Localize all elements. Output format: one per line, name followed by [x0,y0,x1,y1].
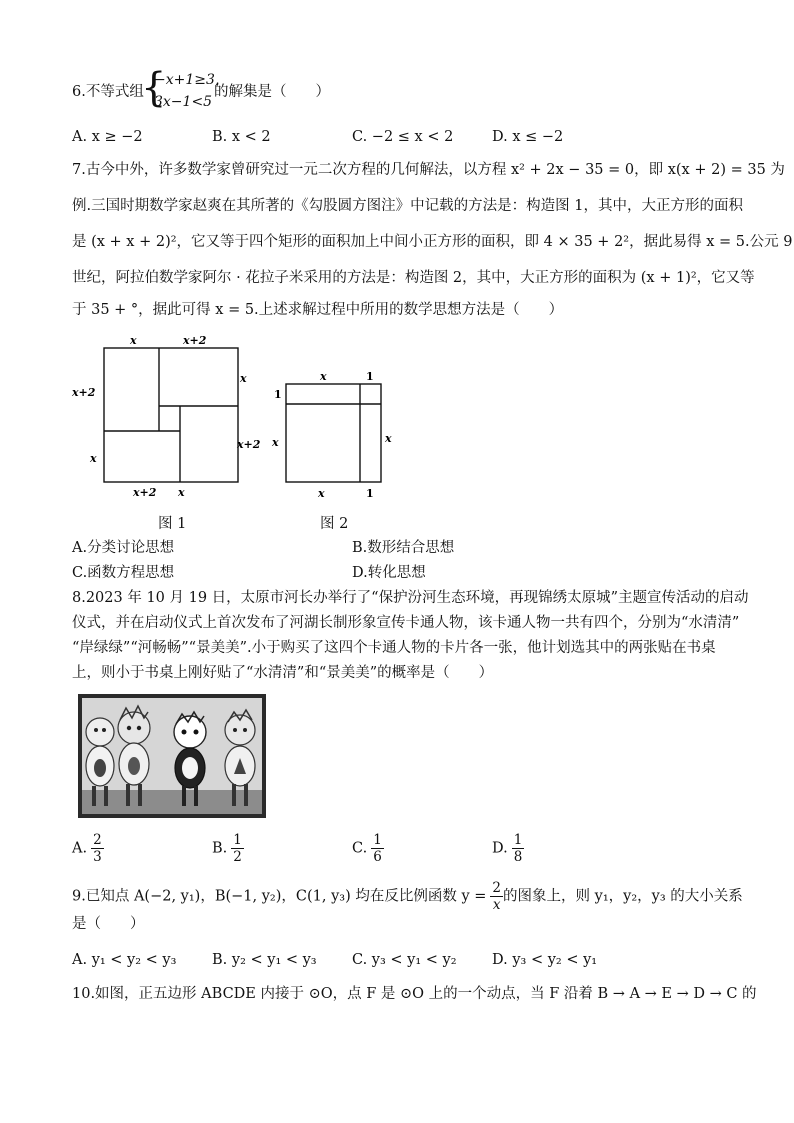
q9-option-d: D. y₃ < y₂ < y₁ [492,952,598,968]
fig2-label-left-1: 1 [274,388,282,401]
fig1-label-right-x: x [240,372,247,385]
q8-option-d: D. $\frac{1}{8}$ [492,832,523,865]
fig2-label-bottom-1: 1 [366,487,374,500]
q6-option-c: C. −2 ≤ x < 2 [352,129,454,145]
q7-option-d: D.转化思想 [352,565,426,581]
fig2-label-top-1: 1 [366,370,374,383]
q6-option-b: B. x < 2 [212,129,271,145]
q7-option-a: A.分类讨论思想 [72,540,175,556]
q6-stem [72,82,144,102]
q8-line-3: “岸绿绿”“河畅畅”“景美美”.小于购买了这四个卡通人物的卡片各一张，他计划选其中的两张贴在书桌 [72,640,716,656]
q7-option-c: C.函数方程思想 [72,565,175,581]
q9-line-2: 是（ ） [72,916,145,932]
q8-option-a-fraction: $\frac{2}{3}$ [93,832,102,865]
q7-line-3: 是 (x + x + 2)²，它又等于四个矩形的面积加上中间小正方形的面积，即 4 × 35 + 2²，据此易得 x = 5.公元 9 [72,234,793,250]
fig1-label-bottom-x: x [178,486,185,499]
q8-option-a: A. $\frac{2}{3}$ [72,832,102,865]
figure-2-caption: 图 2 [320,516,349,532]
fig2-label-bottom-x: x [318,487,325,500]
q6-prefix: 6.不等式组 [72,84,144,100]
q6-option-d: D. x ≤ −2 [492,129,564,145]
q7-line-4: 世纪，阿拉伯数学家阿尔 · 花拉子米采用的方法是：构造图 2，其中，大正方形的面积为 (x + 1)²，它又等 [72,270,755,286]
q7-option-b: B.数形结合思想 [352,540,455,556]
q8-option-c: C. $\frac{1}{6}$ [352,832,382,865]
fig2-label-top-x: x [320,370,327,383]
q9-option-a: A. y₁ < y₂ < y₃ [72,952,177,968]
fig1-label-bottom-x2: x+2 [133,486,157,499]
fig1-label-left-x: x [90,452,97,465]
figure-1 [70,330,261,510]
q8-option-d-fraction: $\frac{1}{8}$ [513,832,523,865]
fig1-label-top-x: x [130,334,137,347]
fig1-label-top-x2: x+2 [183,334,207,347]
q7-line-1: 7.古今中外，许多数学家曾研究过一元二次方程的几何解法，以方程 x² + 2x − 35 = 0，即 x(x + 2) = 35 为 [72,162,785,178]
q6-ineq1: −x+1≥3, [154,72,220,88]
q10-line-1: 10.如图，正五边形 ABCDE 内接于 ⊙O，点 F 是 ⊙O 上的一个动点，当 F 沿着 B → A → E → D → C 的 [72,986,757,1002]
q6-suffix: 的解集是（ ） [214,84,330,100]
q6-ineq2: 3x−1<5 [154,94,213,110]
q6-option-a: A. x ≥ −2 [72,129,143,145]
mascot-photo [78,694,266,818]
q7-line-2: 例.三国时期数学家赵爽在其所著的《勾股圆方图注》中记载的方法是：构造图 1，其中，大正方形的面积 [72,198,743,214]
q6-brace: { [141,65,167,111]
fig2-label-left-x: x [272,436,279,449]
q8-option-c-fraction: $\frac{1}{6}$ [373,832,382,865]
figure-2 [268,366,398,506]
figure-1-caption: 图 1 [158,516,187,532]
q8-option-b: B. $\frac{1}{2}$ [212,832,242,865]
fig1-label-left-x2: x+2 [72,386,96,399]
q8-option-b-fraction: $\frac{1}{2}$ [233,832,242,865]
q9-option-c: C. y₃ < y₁ < y₂ [352,952,457,968]
q9-fraction: $\frac{2}{x}$ [492,880,502,913]
q9-option-b: B. y₂ < y₁ < y₃ [212,952,317,968]
fig1-label-right-x2: x+2 [237,438,261,451]
q8-line-4: 上，则小于书桌上刚好贴了“水清清”和“景美美”的概率是（ ） [72,665,494,681]
q8-line-1: 8.2023 年 10 月 19 日，太原市河长办举行了“保护汾河生态环境，再现锦绣太原城”主题宣传活动的启动 [72,590,749,606]
q8-line-2: 仪式，并在启动仪式上首次发布了河湖长制形象宣传卡通人物，该卡通人物一共有四个，分别为“水清清” [72,615,740,631]
q9-line-1: 9.已知点 A(−2, y₁)，B(−1, y₂)，C(1, y₃) 均在反比例函数 y = $\frac{2}{x}$ 的图象上，则 y₁，y₂，y₃ 的大小关系 [72,880,743,913]
fig2-label-right-x: x [385,432,392,445]
q7-line-5: 于 35 + °，据此可得 x = 5.上述求解过程中所用的数学思想方法是（ ） [72,302,564,318]
